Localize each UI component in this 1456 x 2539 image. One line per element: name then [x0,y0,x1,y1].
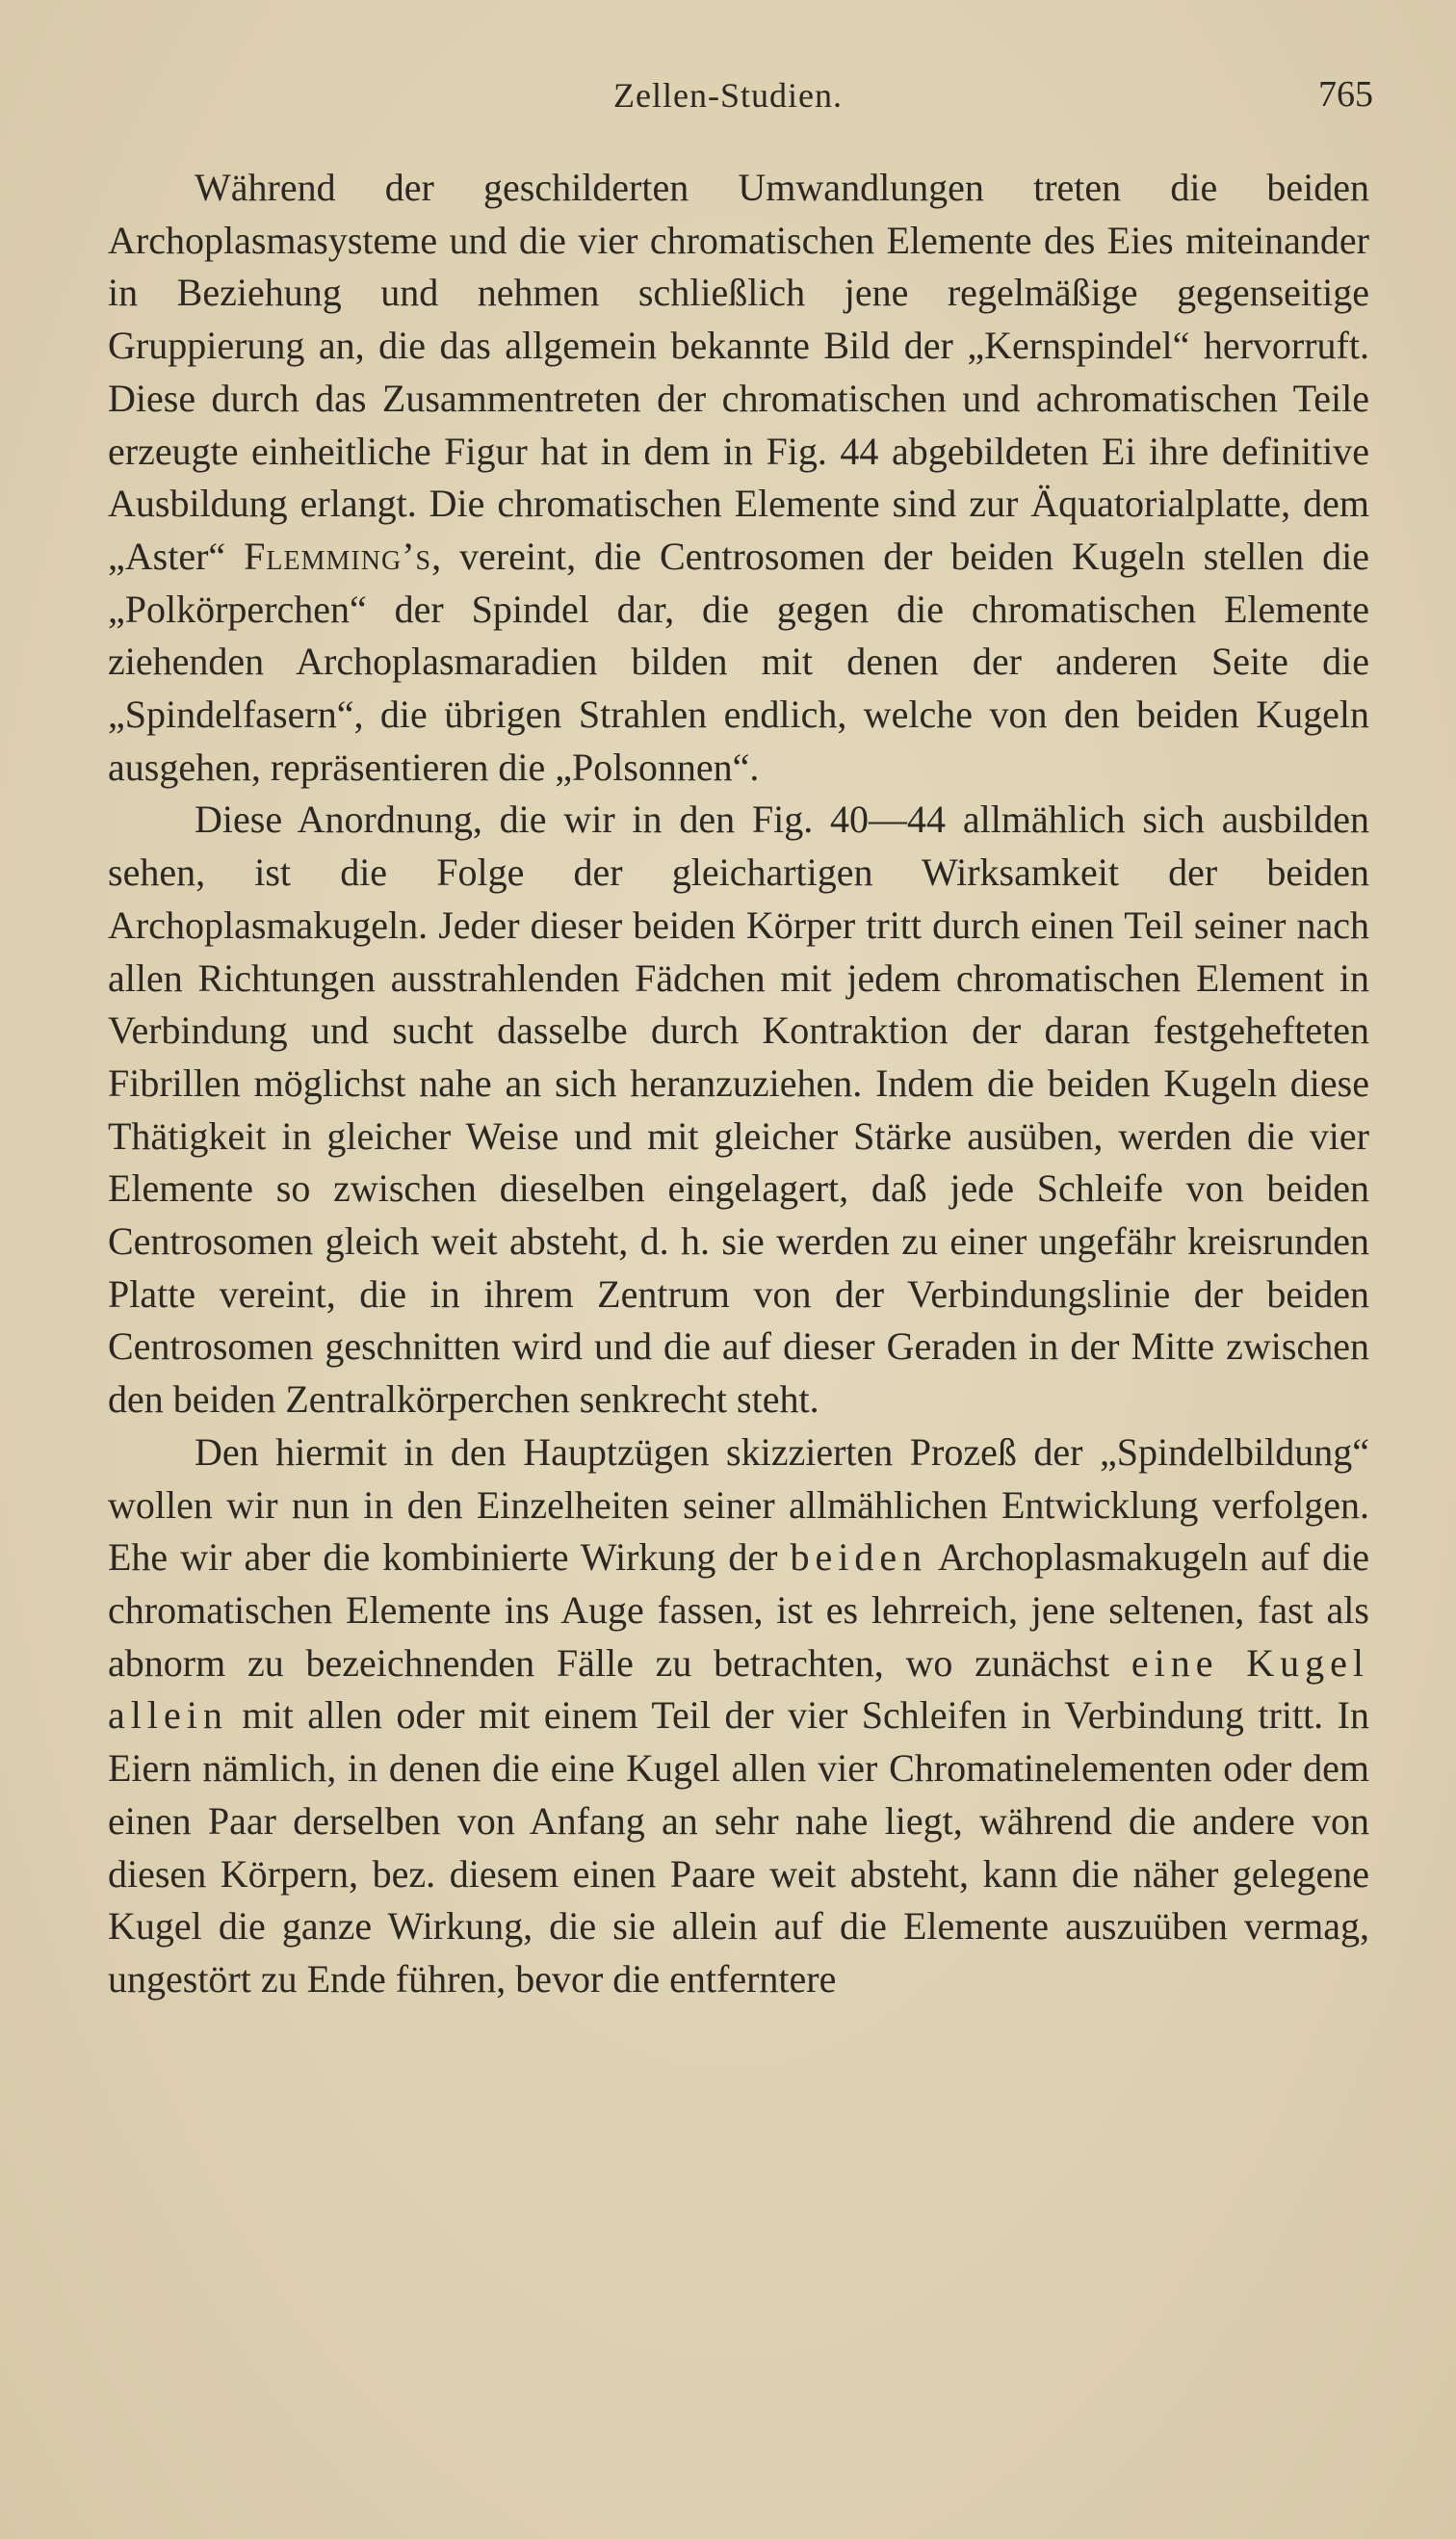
paragraph-1-text-b: , vereint, die Centrosomen der beiden Kugeln stellen die „Polkörperchen“ der Spindel dar, die gegen die chromatischen Elemente ziehenden Archoplasmaradien bilden mit denen der anderen Seite die „Spindelfasern“, die übrigen Strahlen endlich, welche von den beiden Kugeln ausgehen, repräsentieren die „Polsonnen“. [108,534,1370,789]
emphasis-beiden: beiden [790,1535,928,1580]
author-name-flemming: Flemming’s [244,534,432,578]
running-title: Zellen-Studien. [613,76,843,115]
paragraph-3-text-b: Archoplasmakugeln auf die chromatischen Elemente ins Auge fassen, ist es lehrreich, jene seltenen, fast als abnorm zu bezeichnenden Fälle zu betrachten, wo zunächst [108,1535,1369,1685]
paragraph-1-text-a: Während der geschilderten Umwandlungen treten die beiden Archoplasmasysteme und die vier chromatischen Elemente des Eies miteinander in Beziehung und nehmen schließlich jene regelmäßige gegenseitige Gruppierung an, die das allgemein bekannte Bild der „Kernspindel“ hervorruft. Diese durch das Zusammentreten der chromatischen und achromatischen Teile erzeugte einheitliche Figur hat in dem in Fig. 44 abgebildeten Ei ihre definitive Ausbildung erlangt. Die chromatischen Elemente sind zur Äquatorialplatte, dem „Aster“ [108,166,1369,578]
paragraph-3-text-c: mit allen oder mit einem Teil der vier Schleifen in Verbindung tritt. In Eiern nämlich, in denen die eine Kugel allen vier Chromatinelementen oder dem einen Paar derselben von Anfang an sehr nahe liegt, während die andere von diesen Körpern, bez. diesem einen Paare weit absteht, kann die näher gelegene Kugel die ganze Wirkung, die sie allein auf die Elemente auszuüben vermag, ungestört zu Ende führen, bevor die entferntere [108,1693,1369,2001]
paragraph-2: Diese Anordnung, die wir in den Fig. 40—44 allmählich sich ausbilden sehen, ist die Folge der gleichartigen Wirksamkeit der beiden Archoplasmakugeln. Jeder dieser beiden Körper tritt durch einen Teil seiner nach allen Richtungen ausstrahlenden Fädchen mit jedem chromatischen Element in Verbindung und sucht dasselbe durch Kontraktion der daran festgehefteten Fibrillen möglichst nahe an sich heranzuziehen. Indem die beiden Kugeln diese Thätigkeit in gleicher Weise und mit gleicher Stärke ausüben, werden die vier Elemente so zwischen dieselben eingelagert, daß jede Schleife von beiden Centrosomen gleich weit absteht, d. h. sie werden zu einer ungefähr kreisrunden Platte vereint, die in ihrem Zentrum von der Verbindungslinie der beiden Centrosomen geschnitten wird und die auf dieser Geraden in der Mitte zwischen den beiden Zentralkörperchen senkrecht steht. [108,798,1369,1422]
emphasis-eine-kugel-allein: eine Kugel allein [108,1640,1370,1738]
body-text [108,162,1369,2006]
paragraph-3-text-a: Den hiermit in den Hauptzügen skizzierten Prozeß der „Spindelbildung“ wollen wir nun in den Einzelheiten seiner allmählichen Entwicklung verfolgen. Ehe wir aber die kombinierte Wirkung der [108,1429,1369,1580]
paragraph-1 [108,162,1369,794]
page-number: 765 [1318,74,1373,115]
paragraph-3 [108,1427,1369,2006]
